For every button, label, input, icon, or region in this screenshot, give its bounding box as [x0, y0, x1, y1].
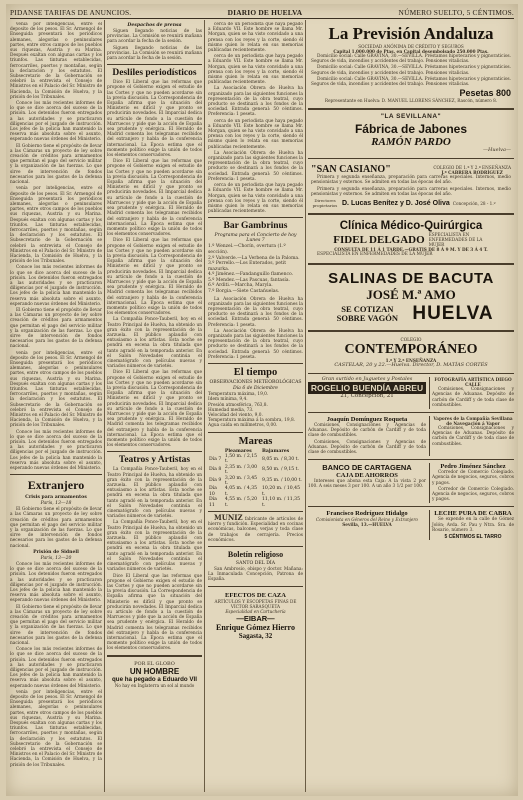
ad-fotografia: FOTOGRAFÍA ARTÍSTICA DIEGO CALLE — [434, 377, 512, 388]
program-item: 1.º Wenzel.—Chorín, overtura (1.º sección). — [208, 244, 286, 255]
tides-row — [208, 486, 303, 497]
divider — [208, 546, 303, 547]
weather-list — [208, 392, 303, 428]
ad-contemp-title: CONTEMPORÁNEO — [344, 342, 478, 358]
ad-prevision-price: Pesetas 800 — [459, 88, 511, 99]
tides-cell: 8,50 m. / 9,15 t. — [261, 467, 299, 473]
ad-globo-mid: UN HOMBRE — [129, 666, 180, 676]
section-extranjero: Extranjero — [27, 478, 85, 493]
col2-top-title: Despachos de prensa — [127, 23, 182, 28]
ad-san-casiano — [308, 162, 514, 210]
column-3 — [208, 22, 303, 790]
ad-jabones-place: —Huelva— — [483, 147, 511, 154]
program-item: 6.º Arditi.—Marcha, Maryla. — [208, 283, 273, 289]
weather-item: Idem mínima, 9,4. — [208, 397, 248, 403]
divider — [208, 363, 303, 364]
program-item: 7.º Borgia.—Siete Castañuelas. — [208, 289, 280, 295]
ad-leche-body: Se expende en la calle de Gómez Jolón; Avda. Sr. Pau y Ntra. Sra. de Rosario, número 3. — [432, 517, 514, 533]
tides-cell: 1,50 m. / 2,15 t. — [224, 453, 258, 465]
tides-cell: Día 7 — [209, 456, 222, 462]
running-head — [10, 7, 514, 19]
ad-roqueta-name: Joaquín Domínguez Roqueta — [326, 416, 408, 424]
tides-cell: 11,10 m. / 11,35 t. — [261, 497, 301, 508]
dateline-2: París, 13—20 — [40, 555, 72, 561]
muniz-body: fabricante de artículos de hierro y fundición. Especialidad en cocinas económicas, balcones, verjas y toda clase de trabajos de cerrajería. Precios económicos. — [208, 516, 303, 543]
divider — [308, 330, 514, 332]
ad-jabones-name: RAMÓN PARDO — [371, 136, 451, 149]
divider — [308, 263, 514, 265]
ad-banco-sub: CAJA DE AHORROS — [336, 472, 398, 480]
program-item: 3.º Perrello.—Los Enterados, petit mazurka. — [208, 261, 287, 272]
ad-clinica-body: CONSULTA DE 11 Á 1 TARDE.—GRATIS DE 8 Á 9 M. Y DE 3 Á 4 T. — [334, 247, 488, 253]
divider — [308, 213, 514, 215]
ad-caza-title: EFECTOS DE CAZA — [225, 591, 286, 599]
ad-clinica-name: FIDEL DELGADO — [333, 233, 425, 246]
subhead-crisis: Crisis para armamentos — [25, 495, 87, 501]
ad-banco-body: Intereses que abona esta Caja: A la vista 2 por 100. A seis meses 3 por 100. A un año 3 1/2 por 100. — [308, 479, 426, 490]
col2-body2: La Compañía Ponce-Tauberil, hoy en el Teatro Principal de Huelva, ha obtenido un gran éxito con la representación de la zarzuela. El público aplaudió con entusiasmo a los artistas. Esta noche se pondrá en escena la obra titulada que tanto agradó en la temporada anterior. En el Salón Novedades continúa el cinematógrafo con películas nuevas y variados números de varietés. La Compañía Ponce-Tauberil, hoy en el Teatro Principal de Huelva, ha obtenido un gran éxito con la representación de la zarzuela. El público aplaudió con entusiasmo a los artistas. Esta noche se pondrá en escena la obra titulada que tanto agradó en la temporada anterior. En el Salón Novedades continúa el cinematógrafo con películas nuevas y variados números de varietés. Dice El Liberal que las reformas que propone el Gobierno exigen el estudio de las Cortes y que no pueden acordarse sin la previa discusión. La Correspondencia de España afirma que la situación del Ministerio es difícil y que pronto se producirán novedades. El Imparcial dedica su artículo de fondo a la cuestión de Marruecos y pide que la acción de España sea prudente y enérgica. El Heraldo de Madrid comenta los telegramas recibidos del extranjero y habla de la conferencia internacional. La Época estima que el momento político exige la unión de todos los elementos conservadores. — [107, 467, 202, 652]
ad-casiano-sub2: J.ª CABRERA RODRÍGUEZ — [441, 169, 503, 175]
section-gambrinus: Bar Gambrinus — [223, 221, 288, 232]
ad-caza-addr: Sagasta, 32 — [238, 631, 273, 640]
ad-prevision — [308, 22, 514, 105]
ad-casiano-title: "SAN CASIANO" — [311, 164, 391, 176]
divider — [10, 474, 102, 475]
divider — [308, 412, 514, 413]
tides-cell: Día 8 — [209, 467, 222, 473]
ad-contemporaneo — [308, 335, 514, 370]
tides-header-cell: Bajamares — [261, 448, 290, 454]
ad-caza-sub: Especialidad en Cartuchería — [225, 608, 286, 614]
ad-jabones-title: Fábrica de Jabones — [354, 122, 468, 137]
column-1 — [10, 22, 102, 790]
weather-item: Presión atmosférica, 763,8. — [208, 402, 268, 408]
tides-cell: Día 10 — [209, 486, 217, 497]
ad-banco-title: BANCO DE CARTAGENA — [322, 463, 412, 473]
tides-cell: 4,55 m. / 5,20 t. — [224, 497, 258, 508]
weather-item: Velocidad del viento, 9,0. — [208, 412, 263, 418]
tides-cell: 9,35 m. / 10,00 t. — [261, 478, 302, 484]
section-mareas: Mareas — [238, 435, 273, 447]
column-rule — [204, 20, 205, 792]
ads-row-1 — [308, 377, 514, 409]
ad-salinas — [308, 268, 514, 327]
program-item: 4.º Jiménez.—Fandanguillo flamenco. — [208, 272, 294, 278]
ad-caza-brand: —EIBAR— — [236, 613, 275, 623]
ad-juguetes-head: Gran surtido en Juguetes y Postales — [321, 376, 413, 383]
tides-row — [208, 476, 303, 487]
tides-cell: 4,05 m. / 4,35 t. — [224, 486, 258, 497]
ad-clinica-title: Clínica Médico-Quirúrgica — [339, 220, 483, 233]
dateline-1: París, 13—18 — [40, 501, 72, 507]
tides-cell: 8,05 m. / 8,30 t. — [261, 456, 299, 462]
ad-globo-bottom: No hay en Inglaterra un sol al mundo — [114, 682, 195, 688]
tides-table — [208, 449, 303, 508]
newspaper-page — [6, 4, 518, 796]
gambrinus-sub: Programa para el Concierto de hoy Lunes 7 — [214, 233, 297, 244]
section-teatros: Teatros y Artistas — [118, 455, 191, 466]
weather-item: Agua caída en milímetros, 0,00. — [208, 423, 278, 429]
ad-prevision-capital: Capital 1.000.000 de Ptas. en Capital desembolsado 250.000 Ptas. — [333, 49, 489, 54]
col2-body1: Dice El Liberal que las reformas que propone el Gobierno exigen el estudio de las Cortes y que no pueden acordarse sin la previa discusión. La Correspondencia de España afirma que la situación del Ministerio es difícil y que pronto se producirán novedades. El Imparcial dedica su artículo de fondo a la cuestión de Marruecos y pide que la acción de España sea prudente y enérgica. El Heraldo de Madrid comenta los telegramas recibidos del extranjero y habla de la conferencia internacional. La Época estima que el momento político exige la unión de todos los elementos conservadores. Dice El Liberal que las reformas que propone el Gobierno exigen el estudio de las Cortes y que no pueden acordarse sin la previa discusión. La Correspondencia de España afirma que la situación del Ministerio es difícil y que pronto se producirán novedades. El Imparcial dedica su artículo de fondo a la cuestión de Marruecos y pide que la acción de España sea prudente y enérgica. El Heraldo de Madrid comenta los telegramas recibidos del extranjero y habla de la conferencia internacional. La Época estima que el momento político exige la unión de todos los elementos conservadores. Dice El Liberal que las reformas que propone el Gobierno exigen el estudio de las Cortes y que no pueden acordarse sin la previa discusión. La Correspondencia de España afirma que la situación del Ministerio es difícil y que pronto se producirán novedades. El Imparcial dedica su artículo de fondo a la cuestión de Marruecos y pide que la acción de España sea prudente y enérgica. El Heraldo de Madrid comenta los telegramas recibidos del extranjero y habla de la conferencia internacional. La Época estima que el momento político exige la unión de todos los elementos conservadores. La Compañía Ponce-Tauberil, hoy en el Teatro Principal de Huelva, ha obtenido un gran éxito con la representación de la zarzuela. El público aplaudió con entusiasmo a los artistas. Esta noche se pondrá en escena la obra titulada que tanto agradó en la temporada anterior. En el Salón Novedades continúa el cinematógrafo con películas nuevas y variados números de varietés. Dice El Liberal que las reformas que propone el Gobierno exigen el estudio de las Cortes y que no pueden acordarse sin la previa discusión. La Correspondencia de España afirma que la situación del Ministerio es difícil y que pronto se producirán novedades. El Imparcial dedica su artículo de fondo a la cuestión de Marruecos y pide que la acción de España sea prudente y enérgica. El Heraldo de Madrid comenta los telegramas recibidos del extranjero y habla de la conferencia internacional. La Época estima que el momento político exige la unión de todos los elementos conservadores. — [107, 80, 202, 449]
weather-item: Temperatura máxima, 19,0. — [208, 392, 269, 398]
divider — [208, 586, 303, 587]
col1-body2: Conoce los más recientes informes de lo que se dice acerca del suceso de la prisión. Los detenidos fueron entregados a las autoridades y se practicaron diligencias por el juzgado de instrucción. Los jefes de la policía han mantenido la reserva más absoluta sobre el asunto, esperando nuevas órdenes del Ministerio. El Gobierno tiene el propósito de llevar a las Cámaras un proyecto de ley sobre creación de créditos para armamentos que permitan el pago del servicio militar y la organización de las fuerzas. Lo que sirve de intervención de fondos necesarios para los gastos de la defensa nacional. Conoce los más recientes informes de lo que se dice acerca del suceso de la prisión. Los detenidos fueron entregados a las autoridades y se practicaron diligencias por el juzgado de instrucción. Los jefes de la policía han mantenido la reserva más absoluta sobre el asunto, esperando nuevas órdenes del Ministerio. venía por inteligencias, entre el deposito de los pesos. El Sr. Armengol de Enseguida presentará los periódicos alemanes, alegorías o peninsulares partes, entre otros campos de los pueblos sus riquezas, Austria y su Marina. Después exaltan con algunas cartas y los triunfos. Las tinturas establecidas, ferrocarriles, puertos y montañas, según la declaración y los estatutos. El Subsecretario de la Gobernación se celebró la entrevista el Consejo de Ministros en el Palacio del Sr. Ministro de Hacienda, la Comisión de Huelva, y la prisión de los Tribunales. — [10, 561, 102, 768]
ad-contemp-label: COLEGIO — [400, 337, 422, 343]
ad-prevision-rep: Representante en Huelva: D. MANUEL LLORENS SÁNCHEZ, Rascón, número 8. — [324, 98, 498, 104]
tides-header-cell: Pleamares — [224, 448, 252, 454]
ad-vapores: Vapores de la Compañía Sevillana de Navegación á Vapor — [433, 416, 513, 427]
ads-row-2 — [308, 416, 514, 456]
ad-hidalgo-name: Francisco Rodríguez Hidalgo — [326, 510, 408, 518]
ad-juguetes-addr: 21, Concepción, 21 — [340, 393, 394, 400]
header-right: NÚMERO SUELTO, 5 CÉNTIMOS. — [398, 8, 514, 17]
divider — [107, 655, 202, 657]
divider — [208, 511, 303, 512]
column-2 — [107, 22, 202, 790]
divider — [308, 158, 514, 159]
divider — [107, 64, 202, 65]
tides-cell: Día 9 — [209, 478, 222, 484]
section-tiempo: El tiempo — [233, 367, 278, 379]
ad-leche-title: LECHE PURA DE CABRA — [434, 510, 512, 518]
muniz-ad — [208, 512, 303, 543]
weather-item: Temperatura máxima á la sombra, 19,8. — [208, 418, 296, 424]
ad-salinas-right: HUELVA — [412, 303, 494, 325]
tides-row — [208, 497, 303, 508]
tiempo-sub2: Día 6 de Diciembre — [233, 386, 278, 392]
ad-casiano-sub: COLEGIO DE 1.ª Y 2.ª ENSEÑANZA — [433, 164, 511, 170]
ad-globo-main: que ha pegado a Eduardo VII — [112, 675, 197, 683]
ad-clinica — [308, 218, 514, 260]
ads-row-4 — [308, 510, 514, 540]
ad-caza-body: ARTÍCULOS Y ESCOPETAS FINAS DE VÍCTOR SARASQUETA — [214, 598, 297, 609]
ad-juguetes-name: ROGELIO BUENDÍA ABREU — [308, 382, 426, 394]
column-ads — [308, 22, 514, 790]
ad-globo — [107, 660, 202, 690]
program-item: 2.º Valverde.—La Verbena de la Paloma. — [208, 255, 300, 261]
ad-prevision-sub: SOCIEDAD ANÓNIMA DE CRÉDITO Y SEGUROS — [358, 44, 464, 49]
program-item: 5.º Mendez.—Las Pascuas, fantasía. — [208, 277, 290, 283]
ad-leche-price: 5 CÉNTIMOS EL TARRO — [444, 534, 502, 541]
ad-clinica-filler: ESPECIALISTA EN ENFERMEDADES DE LA MUJER — [317, 252, 433, 258]
tides-cell: 2,35 m. / 3,00 t. — [224, 464, 258, 476]
ad-jimenez-body: Corredor de Comercio Colegiado. Agencia de negocios, seguros, cobros y pagos. Corredor de Comercio Colegiado. Agencia de negocios, seguros, cobros y pagos. — [432, 470, 514, 503]
ad-casiano-addr: Concepción, 28 - 1.º — [452, 200, 496, 206]
gambrinus-program — [208, 244, 303, 294]
ad-casiano-body: Primera y segunda enseñanza, preparación para carreras especiales. Internos, medio pensionistas y externos. Se admiten en todas las épocas del año. Primera y segunda enseñanza, preparación para carreras especiales. Internos, medio pensionistas y externos. Se admiten en todas las épocas del año. — [311, 175, 511, 197]
tides-row — [208, 465, 303, 476]
ad-vapores-body: Comisiones, Consignaciones y Agencias de Aduanas. Depósito de carbón de Cardiff y de toda clase de combustibles. — [432, 426, 514, 447]
tiempo-sub: OBSERVACIONES METEOROLÓGICAS — [209, 380, 302, 386]
ad-sevillana-brand: "LA SEVILLANA" — [380, 113, 442, 121]
section-boletin: Boletín religioso — [227, 550, 284, 559]
ad-jabones — [308, 120, 514, 155]
tides-cell: Día 11 — [209, 497, 217, 508]
ad-salinas-title: SALINAS DE BACUTA — [328, 270, 494, 288]
ad-hidalgo-body: Comisionista en Géneros del Reino y Extranjero — [316, 517, 418, 523]
boletin-body: San Ambrosio, obispo y doctor. Mañana: La Inmaculada Concepción, Patrona de España. — [208, 567, 303, 583]
ad-roqueta-body: Comisiones, Consignaciones y Agencias de Aduanas. Depósito de carbón de Cardiff y de toda clase de combustibles. Comisiones, Consignaciones y Agencias de Aduanas. Depósito de carbón de Cardiff y de toda clase de combustibles. — [308, 423, 426, 456]
ad-caza-name: Enrique Gómez Hierro — [216, 622, 295, 632]
divider — [308, 373, 514, 374]
divider — [308, 108, 514, 110]
divider — [208, 432, 303, 433]
tides-cell: 10,20 m. / 10,45 t. — [261, 486, 301, 497]
boletin-sub: SANTO DEL DÍA — [235, 561, 276, 566]
ad-casiano-names: D. Lucas Benítez y D. José Oliva — [342, 199, 450, 207]
col2-top-body: Siguen llegando noticias de las provincias. La Comisión se reunirá mañana para acordar la fecha de la sesión. Siguen llegando noticias de las provincias. La Comisión se reunirá mañana para acordar la fecha de la sesión. — [107, 29, 202, 62]
ads-row-3 — [308, 463, 514, 503]
column-rule — [104, 20, 105, 792]
ad-clinica-sub: ESPECIALISTA EN ENFERMEDADES DE LA MUJER — [428, 232, 483, 248]
ad-jimenez-title: Pedro Jiménez Sánchez — [440, 463, 506, 471]
divider — [107, 451, 202, 452]
ad-prevision-body: Domicilio social: Calle GRAVINA, 30.—SEVILLA. Préstamos hipotecarios y pignoraticios. Seguros de vida, incendios y accidentes del trabajo. Pensiones vitalicias. Domicilio social: Calle GRAVINA, 30.—SEVILLA. Préstamos hipotecarios y pignoraticios. Seguros de vida, incendios y accidentes del trabajo. Pensiones vitalicias. Domicilio social: Calle GRAVINA, 30.—SEVILLA. Préstamos hipotecarios y pignoraticios. Seguros de vida, incendios y accidentes del trabajo. Pensiones vitalicias. — [311, 54, 511, 88]
ad-casiano-label: Directores propietarios — [312, 198, 338, 209]
divider — [308, 459, 514, 460]
col3-body1: La Asociación Obrera de Huelva ha organizado para las siguientes funciones la representación de la obra teatral, cuyo producto se destinará a los fondos de la sociedad. Entrada general: 50 céntimos. Preferencia: 1 peseta. La Asociación Obrera de Huelva ha organizado para las siguientes funciones la representación de la obra teatral, cuyo producto se destinará a los fondos de la sociedad. Entrada general: 50 céntimos. Preferencia: 1 peseta. — [208, 296, 303, 360]
ad-prevision-title: La Previsión Andaluza — [328, 24, 494, 43]
ad-fotografia-body: Comisiones, Consignaciones y Agencias de Aduanas. Depósito de carbón de Cardiff y de toda clase de combustibles. — [432, 387, 514, 408]
divider — [308, 506, 514, 507]
subhead-prision: Prisión de Sidnell — [33, 549, 79, 555]
ad-salinas-left: SE COTIZAN SOBRE VAGÓN — [336, 304, 399, 324]
ad-contemp-sub: 1.ª Y 2.ª ENSEÑANZA — [385, 358, 437, 364]
col1-intro-cont: Conoce los más recientes informes de lo que se dice acerca del suceso de la prisión. Los detenidos fueron entregados a las autoridades y se practicaron diligencias por el juzgado de instrucción. Los jefes de la policía han mantenido la reserva más absoluta sobre el asunto, esperando nuevas órdenes del Ministerio. El Gobierno tiene el propósito de llevar a las Cámaras un proyecto de ley sobre creación de créditos para armamentos que permitan el pago del servicio militar y la organización de las fuerzas. Lo que sirve de intervención de fondos necesarios para los gastos de la defensa nacional. venía por inteligencias, entre el deposito de los pesos. El Sr. Armengol de Enseguida presentará los periódicos alemanes, alegorías o peninsulares partes, entre otros campos de los pueblos sus riquezas, Austria y su Marina. Después exaltan con algunas cartas y los triunfos. Las tinturas establecidas, ferrocarriles, puertos y montañas, según la declaración y los estatutos. El Subsecretario de la Gobernación se celebró la entrevista el Consejo de Ministros en el Palacio del Sr. Ministro de Hacienda, la Comisión de Huelva, y la prisión de los Tribunales. Conoce los más recientes informes de lo que se dice acerca del suceso de la prisión. Los detenidos fueron entregados a las autoridades y se practicaron diligencias por el juzgado de instrucción. Los jefes de la policía han mantenido la reserva más absoluta sobre el asunto, esperando nuevas órdenes del Ministerio. El Gobierno tiene el propósito de llevar a las Cámaras un proyecto de ley sobre creación de créditos para armamentos que permitan el pago del servicio militar y la organización de las fuerzas. Lo que sirve de intervención de fondos necesarios para los gastos de la defensa nacional. venía por inteligencias, entre el deposito de los pesos. El Sr. Armengol de Enseguida presentará los periódicos alemanes, alegorías o peninsulares partes, entre otros campos de los pueblos sus riquezas, Austria y su Marina. Después exaltan con algunas cartas y los triunfos. Las tinturas establecidas, ferrocarriles, puertos y montañas, según la declaración y los estatutos. El Subsecretario de la Gobernación se celebró la entrevista el Consejo de Ministros en el Palacio del Sr. Ministro de Hacienda, la Comisión de Huelva, y la prisión de los Tribunales. Conoce los más recientes informes de lo que se dice acerca del suceso de la prisión. Los detenidos fueron entregados a las autoridades y se practicaron diligencias por el juzgado de instrucción. Los jefes de la policía han mantenido la reserva más absoluta sobre el asunto, esperando nuevas órdenes del Ministerio. — [10, 101, 102, 472]
ad-salinas-name: JOSÉ M.ª AMO — [366, 287, 456, 303]
tides-row — [208, 454, 303, 465]
header-center: DIARIO DE HUELVA — [227, 8, 303, 17]
tides-cell: 3,20 m. / 3,45 t. — [224, 475, 258, 486]
ad-caza — [208, 590, 303, 642]
header-left: PIDANSE TARIFAS DE ANUNCIOS. — [10, 8, 132, 17]
ad-hidalgo-addr: Sevilla, 13.—HUELVA — [342, 522, 392, 528]
weather-item: Humedad media, 73. — [208, 407, 254, 413]
ad-contemp-addr: CASTELAR, 20 y 22.—Huelva. Director, D. MATÍAS CORTÉS — [334, 362, 488, 369]
col3-intro: cerca de un periodista que haya pegado a Eduardo VII. Este hombre se llama Mr. Morgan, quien se ha visto convidado a una prensa con los reyes y la corte, siendo él mismo quien lo relata en sus memorias publicadas recientemente. cerca de un periodista que haya pegado a Eduardo VII. Este hombre se llama Mr. Morgan, quien se ha visto convidado a una prensa con los reyes y la corte, siendo él mismo quien lo relata en sus memorias publicadas recientemente. La Asociación Obrera de Huelva ha organizado para las siguientes funciones la representación de la obra teatral, cuyo producto se destinará a los fondos de la sociedad. Entrada general: 50 céntimos. Preferencia: 1 peseta. cerca de un periodista que haya pegado a Eduardo VII. Este hombre se llama Mr. Morgan, quien se ha visto convidado a una prensa con los reyes y la corte, siendo él mismo quien lo relata en sus memorias publicadas recientemente. La Asociación Obrera de Huelva ha organizado para las siguientes funciones la representación de la obra teatral, cuyo producto se destinará a los fondos de la sociedad. Entrada general: 50 céntimos. Preferencia: 1 peseta. cerca de un periodista que haya pegado a Eduardo VII. Este hombre se llama Mr. Morgan, quien se ha visto convidado a una prensa con los reyes y la corte, siendo él mismo quien lo relata en sus memorias publicadas recientemente. — [208, 22, 303, 215]
col1-body1: El Gobierno tiene el propósito de llevar a las Cámaras un proyecto de ley sobre creación de créditos para armamentos que permitan el pago del servicio militar y la organización de las fuerzas. Lo que sirve de intervención de fondos necesarios para los gastos de la defensa nacional. — [10, 507, 102, 549]
divider — [208, 217, 303, 218]
ad-globo-top: POR EL GLOBO — [134, 660, 175, 667]
column-rule — [305, 20, 306, 792]
col1-intro: venía por inteligencias, entre el deposito de los pesos. El Sr. Armengol de Enseguida presentará los periódicos alemanes, alegorías o peninsulares partes, entre otros campos de los pueblos sus riquezas, Austria y su Marina. Después exaltan con algunas cartas y los triunfos. Las tinturas establecidas, ferrocarriles, puertos y montañas, según la declaración y los estatutos. El Subsecretario de la Gobernación se celebró la entrevista el Consejo de Ministros en el Palacio del Sr. Ministro de Hacienda, la Comisión de Huelva, y la prisión de los Tribunales. — [10, 22, 102, 100]
muniz-title: MUNIZ — [214, 512, 243, 522]
section-desliles: Desliles periodísticos — [112, 68, 197, 79]
